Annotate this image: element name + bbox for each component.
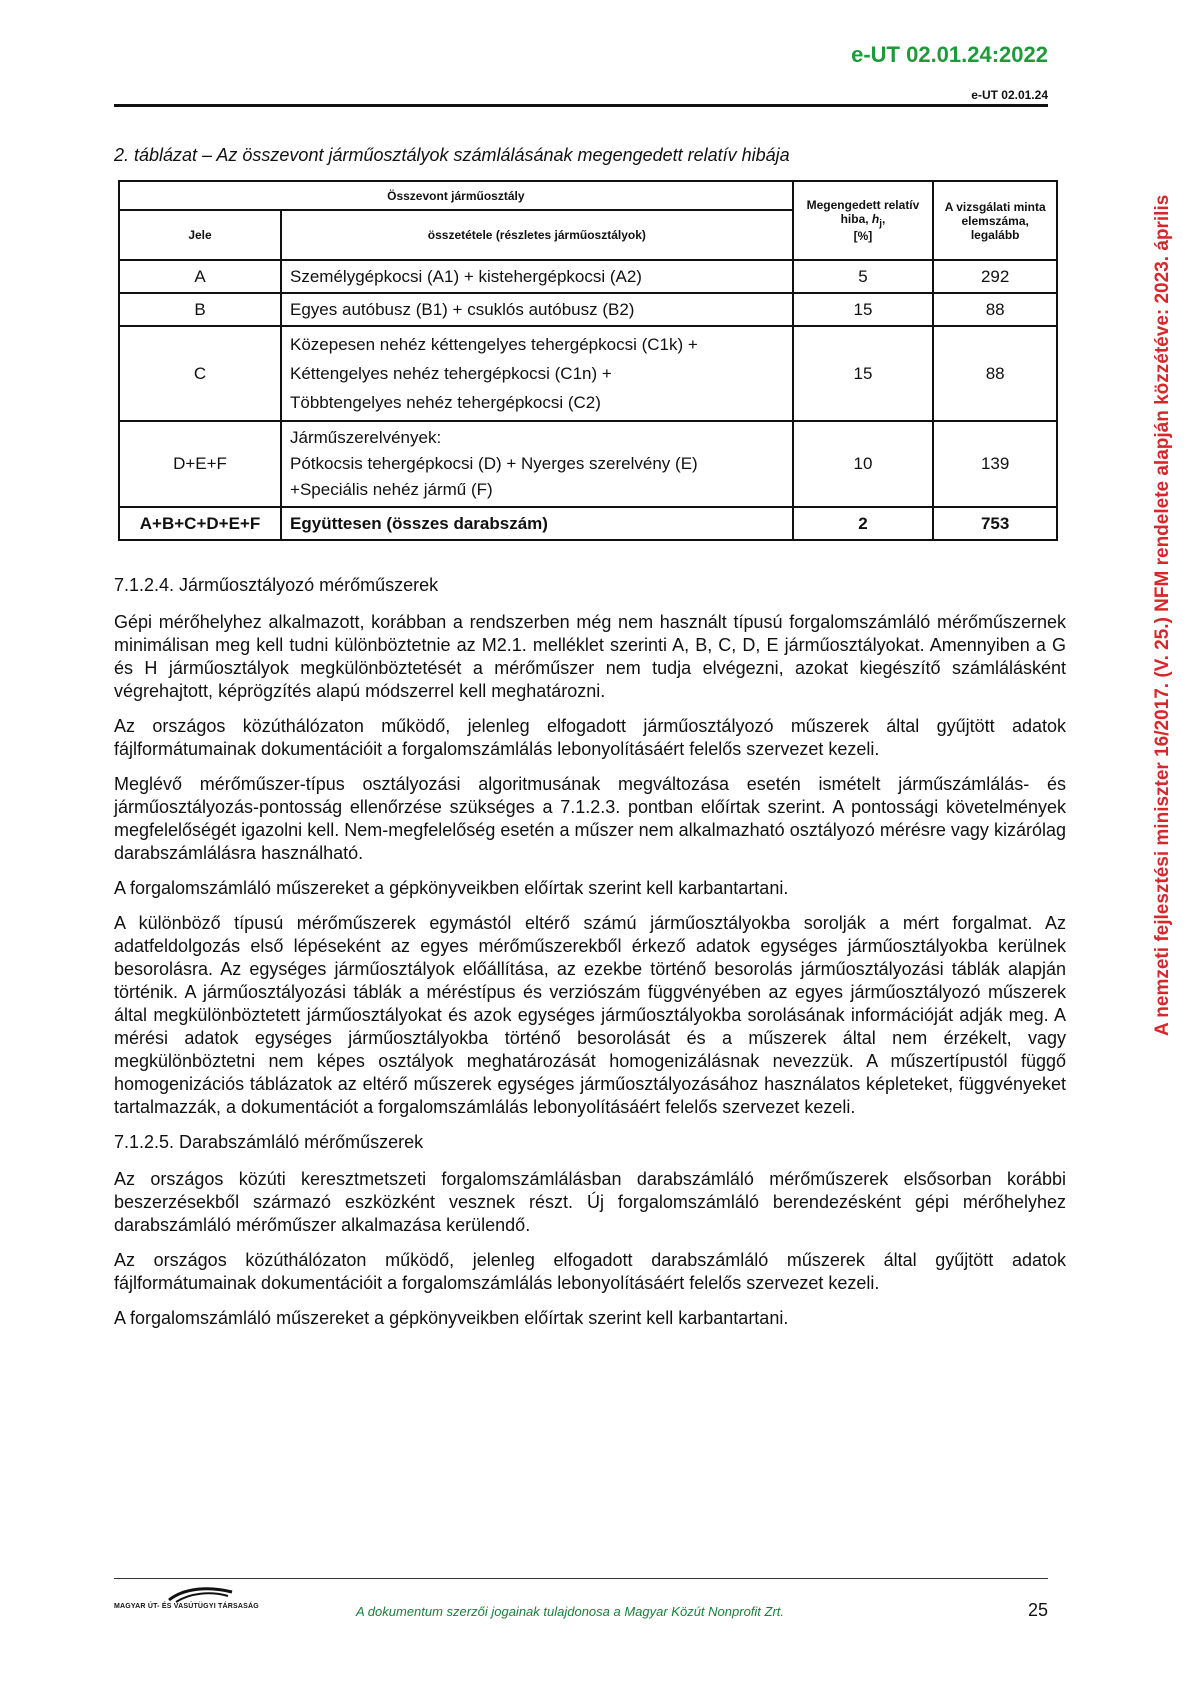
row-sample: 139 <box>933 421 1057 507</box>
composition-line: Kéttengelyes nehéz tehergépkocsi (C1n) + <box>290 364 612 383</box>
row-error: 15 <box>793 326 934 421</box>
row-composition: Egyes autóbusz (B1) + csuklós autóbusz (B2) <box>281 293 793 326</box>
composition-line: +Speciális nehéz jármű (F) <box>290 480 493 499</box>
paragraph: A forgalomszámláló műszereket a gépkönyveikben előírtak szerint kell karbantartani. <box>114 878 789 898</box>
vehicle-class-table <box>118 180 1058 541</box>
table-row <box>119 421 1057 507</box>
paragraph: Gépi mérőhelyhez alkalmazott, korábban a rendszerben még nem használt típusú forgalomszámláló mérőműszernek minimálisan meg kell tudni különböztetnie az M2.1. melléklet szerinti A, B, C, D, E járműosztályokat. Amennyiben a G és H járműosztályok megkülönböztetését a mérőműszer nem tudja elvégezni, azokat kiegészítő számlálásként végrehajtott, képrögzítés alapú módszerrel kell meghatározni. <box>114 612 1066 701</box>
row-sample: 88 <box>933 326 1057 421</box>
company-logo-icon <box>114 1584 264 1604</box>
composition-line: Pótkocsis tehergépkocsi (D) + Nyerges szerelvény (E) <box>290 454 698 473</box>
paragraph: A különböző típusú mérőműszerek egymástól eltérő számú járműosztályokba sorolják a mért forgalmat. Az adatfeldolgozás első lépéseként az egyes mérőműszerekből érkező adatok egységes járműosztályokba kerülnek besorolásra. Az egységes járműosztályok előállítása, az ezekbe történő besorolás járműosztályozási táblák alapján történik. A járműosztályozási táblák a méréstípus és verziószám függvényében az egyes járműosztályozó műszerek által megkülönböztetett járműosztályokat és azok egységes járműosztályokba sorolásának információját adják meg. A mérési adatok egységes járműosztályokba történő besorolását és a műszerek által nem érzékelt, vagy megkülönböztetni nem képes osztályok meghatározását homogenizálásnak nevezzük. A műszertípustól függő homogenizációs táblázatok az eltérő műszerek egységes járműosztályozásához használatos képleteket, függvényeket tartalmazzák, a dokumentációt a forgalomszámlálás lebonyolításáért felelős szervezet kezeli. <box>114 913 1066 1117</box>
document-code: e-UT 02.01.24:2022 <box>851 42 1048 67</box>
header-group: Összevont járműosztály <box>119 181 793 210</box>
header-sample: A vizsgálati minta elemszáma, legalább <box>933 181 1057 260</box>
row-error: 5 <box>793 260 934 293</box>
paragraph: A forgalomszámláló műszereket a gépkönyveikben előírtak szerint kell karbantartani. <box>114 1308 789 1328</box>
total-code: A+B+C+D+E+F <box>119 507 281 540</box>
row-sample: 292 <box>933 260 1057 293</box>
paragraph: Az országos közúthálózaton működő, jelenleg elfogadott darabszámláló műszerek által gyűjtött adatok fájlformátumainak dokumentációit a forgalomszámlálás lebonyolításáért felelős szervezet kezeli. <box>114 1250 1066 1293</box>
table-row <box>119 293 1057 326</box>
composition-line: Közepesen nehéz kéttengelyes tehergépkocsi (C1k) + <box>290 335 698 354</box>
table-row <box>119 326 1057 421</box>
section-heading: 7.1.2.4. Járműosztályozó mérőműszerek <box>114 575 439 595</box>
row-code: B <box>119 293 281 326</box>
composition-line: Járműszerelvények: <box>290 428 442 447</box>
header-code: Jele <box>119 210 281 260</box>
logo-text: MAGYAR ÚT- ÉS VASÚTÜGYI TÁRSASÁG <box>114 1603 259 1610</box>
body-text <box>114 574 1066 1342</box>
paragraph: Az országos közúti keresztmetszeti forgalomszámlálásban darabszámláló mérőműszerek elsősorban korábbi beszerzésekből származó eszközként vesznek részt. Új forgalomszámláló berendezésként gépi mérőhelyhez darabszámláló mérőműszer alkalmazása kerülendő. <box>114 1169 1066 1235</box>
document-code-small: e-UT 02.01.24 <box>971 88 1048 102</box>
paragraph: Meglévő mérőműszer-típus osztályozási algoritmusának megváltozása esetén ismételt járműszámlálás- és járműosztályozás-pontosság ellenőrzése szükséges a 7.1.2.3. pontban előírtak szerint. A pontossági követelmények megfelelőségét igazolni kell. Nem-megfelelőség esetén a műszer nem alkalmazható osztályozó mérésre vagy kizárólag darabszámlálásra használható. <box>114 774 1066 863</box>
header-composition: összetétele (részletes járműosztályok) <box>281 210 793 260</box>
publication-side-note: A nemzeti fejlesztési miniszter 16/2017. (V. 25.) NFM rendelete alapján közzétéve: 2023. április <box>1152 194 1173 1036</box>
row-sample: 88 <box>933 293 1057 326</box>
row-code: A <box>119 260 281 293</box>
row-code: D+E+F <box>119 421 281 507</box>
row-composition: Személygépkocsi (A1) + kistehergépkocsi (A2) <box>281 260 793 293</box>
footer-copyright: A dokumentum szerzői jogainak tulajdonosa a Magyar Közút Nonprofit Zrt. <box>356 1604 785 1619</box>
row-error: 15 <box>793 293 934 326</box>
table-row <box>119 260 1057 293</box>
paragraph: Az országos közúthálózaton működő, jelenleg elfogadott járműosztályozó műszerek által gyűjtött adatok fájlformátumainak dokumentációit a forgalomszámlálás lebonyolításáért felelős szervezet kezeli. <box>114 716 1066 759</box>
total-composition: Együttesen (összes darabszám) <box>281 507 793 540</box>
row-code: C <box>119 326 281 421</box>
section-heading: 7.1.2.5. Darabszámláló mérőműszerek <box>114 1132 424 1152</box>
table-caption: 2. táblázat – Az összevont járműosztályok számlálásának megengedett relatív hibája <box>114 145 790 165</box>
row-error: 10 <box>793 421 934 507</box>
footer-divider <box>114 1578 1048 1579</box>
row-composition <box>281 326 793 421</box>
page-number: 25 <box>1027 1600 1048 1620</box>
header-error: Megengedett relatív hiba, $h_j$, [%] <box>793 181 934 260</box>
total-sample: 753 <box>933 507 1057 540</box>
table-total-row <box>119 507 1057 540</box>
header-divider <box>114 104 1048 107</box>
total-error: 2 <box>793 507 934 540</box>
composition-line: Többtengelyes nehéz tehergépkocsi (C2) <box>290 393 601 412</box>
row-composition <box>281 421 793 507</box>
